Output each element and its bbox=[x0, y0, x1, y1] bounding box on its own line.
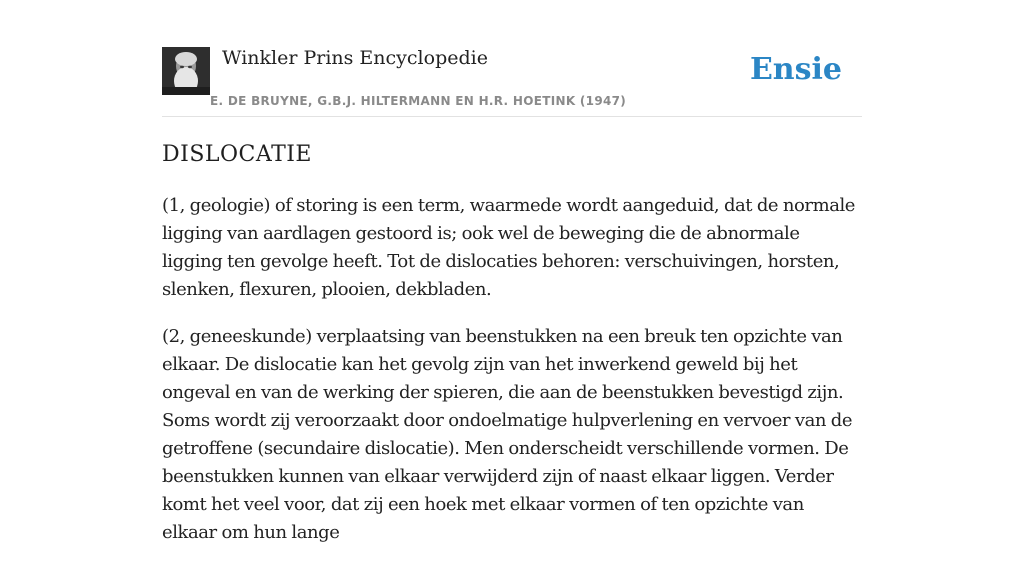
author-portrait-icon[interactable] bbox=[162, 47, 210, 95]
ensie-logo-link[interactable]: Ensie bbox=[749, 52, 842, 87]
source-title[interactable]: Winkler Prins Encyclopedie bbox=[222, 47, 488, 69]
entry-paragraph-geologie: (1, geologie) of storing is een term, waarmede wordt aangeduid, dat de normale ligging van aardlagen gestoord is; ook wel de beweging die de abnormale ligging ten gevolge heeft. Tot de dislocaties behoren: verschuivingen, horsten, slenken, flexuren, plooien, dekbladen. bbox=[162, 195, 855, 300]
entry-title: DISLOCATIE bbox=[162, 142, 312, 167]
entry-paragraph-geneeskunde: (2, geneeskunde) verplaatsing van beenstukken na een breuk ten opzichte van elkaar. De dislocatie kan het gevolg zijn van het inwerkend geweld bij het ongeval en van de werking der spieren, die aan de beenstukken bevestigd zijn. Soms wordt zij veroorzaakt door ondoelmatige hulpverlening en vervoer van de getroffene (secundaire dislocatie). Men onderscheidt verschillende vormen. De beenstukken kunnen van elkaar verwijderd zijn of naast elkaar liggen. Verder komt het veel voor, dat zij een hoek met elkaar vormen of ten opzichte van elkaar om hun lange bbox=[162, 326, 853, 543]
entry-content bbox=[162, 138, 862, 566]
source-header bbox=[162, 44, 862, 117]
source-authors: E. DE BRUYNE, G.B.J. HILTERMANN EN H.R. HOETINK (1947) bbox=[210, 94, 627, 108]
